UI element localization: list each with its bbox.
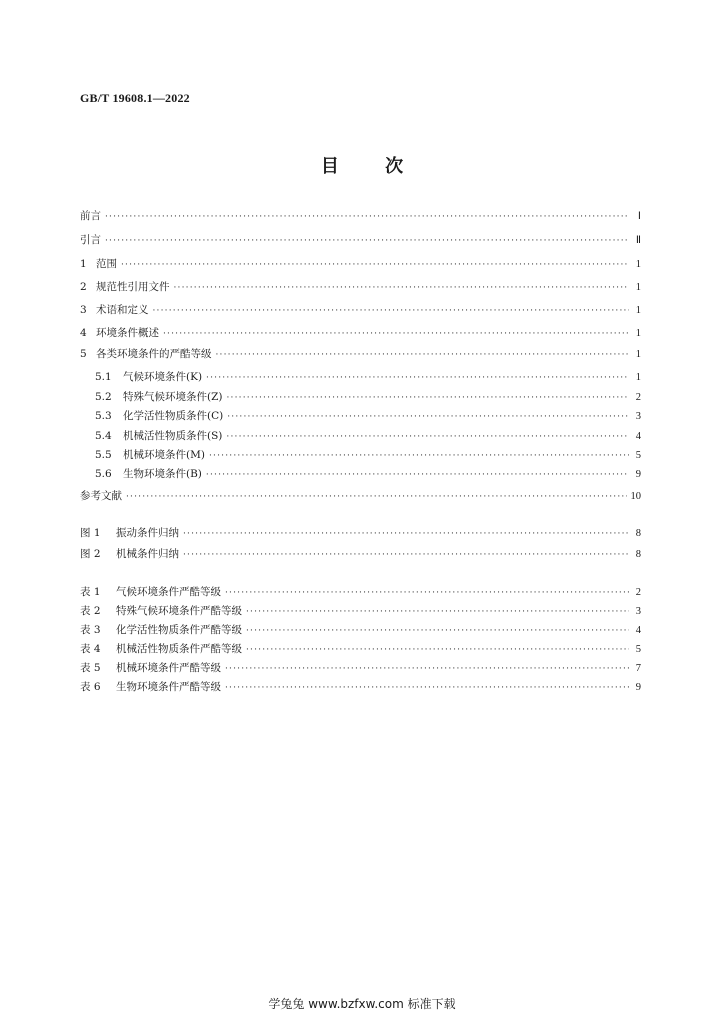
toc-entry-label: 前言 xyxy=(80,210,101,222)
toc-entry[interactable] xyxy=(80,208,641,226)
toc-table-entry[interactable] xyxy=(80,641,641,659)
toc-leader-dots xyxy=(105,236,629,246)
toc-leader-dots xyxy=(225,683,629,693)
toc-entry-number: 图 2 xyxy=(80,548,101,560)
toc-entry-page: 3 xyxy=(635,411,641,422)
toc-subentry[interactable] xyxy=(95,389,641,407)
toc-table-entry[interactable] xyxy=(80,584,641,602)
toc-table-entry[interactable] xyxy=(80,603,641,621)
toc-entry-page: Ⅱ xyxy=(635,235,641,246)
toc-entry-page: 4 xyxy=(635,431,641,442)
toc-entry-label: 机械活性物质条件严酷等级 xyxy=(116,643,242,655)
toc-entry[interactable] xyxy=(80,232,641,250)
page-title: 目 次 xyxy=(320,156,424,177)
toc-entry-number: 表 3 xyxy=(80,624,101,636)
toc-entry-page: 4 xyxy=(635,625,641,636)
toc-entry-number: 3 xyxy=(80,304,87,316)
page-header-std-code: GB/T 19608.1—2022 xyxy=(80,91,190,105)
toc-entry[interactable] xyxy=(80,346,641,364)
toc-entry-label: 特殊气候环境条件(Z) xyxy=(123,391,223,403)
toc-subentry[interactable] xyxy=(95,447,641,465)
toc-entry-number: 表 1 xyxy=(80,586,101,598)
toc-entry-label: 机械活性物质条件(S) xyxy=(123,430,223,442)
toc-entry-number: 表 2 xyxy=(80,605,101,617)
toc-entry-page: 1 xyxy=(635,305,641,316)
toc-leader-dots xyxy=(126,492,627,502)
toc-entry-label: 范围 xyxy=(96,258,117,270)
toc-subentry[interactable] xyxy=(95,466,641,484)
toc-entry-number: 5.1 xyxy=(95,371,112,383)
toc-leader-dots xyxy=(206,373,629,383)
toc-entry-label: 化学活性物质条件(C) xyxy=(123,410,224,422)
toc-entry-page: 8 xyxy=(635,528,641,539)
toc-subentry[interactable] xyxy=(95,408,641,426)
toc-leader-dots xyxy=(121,260,629,270)
toc-entry-label: 引言 xyxy=(80,234,101,246)
toc-entry-page: 1 xyxy=(635,328,641,339)
toc-entry-page: 8 xyxy=(635,549,641,560)
toc-entry-label: 气候环境条件严酷等级 xyxy=(116,586,221,598)
toc-leader-dots xyxy=(163,329,629,339)
toc-entry-number: 2 xyxy=(80,281,87,293)
toc-leader-dots xyxy=(206,470,629,480)
toc-leader-dots xyxy=(209,451,629,461)
toc-table-entry[interactable] xyxy=(80,622,641,640)
toc-entry-number: 1 xyxy=(80,258,87,270)
toc-subentry[interactable] xyxy=(95,428,641,446)
toc-entry-label: 生物环境条件严酷等级 xyxy=(116,681,221,693)
toc-entry[interactable] xyxy=(80,488,641,506)
toc-leader-dots xyxy=(225,588,629,598)
toc-entry-page: 9 xyxy=(635,469,641,480)
toc-entry-label: 气候环境条件(K) xyxy=(123,371,203,383)
toc-entry-number: 表 4 xyxy=(80,643,101,655)
toc-entry-number: 表 6 xyxy=(80,681,101,693)
toc-entry-label: 环境条件概述 xyxy=(96,327,159,339)
toc-table-entry[interactable] xyxy=(80,679,641,697)
toc-entry-label: 规范性引用文件 xyxy=(96,281,170,293)
toc-entry[interactable] xyxy=(80,279,641,297)
toc-figure-entry[interactable] xyxy=(80,525,641,543)
toc-entry-label: 机械环境条件(M) xyxy=(123,449,205,461)
toc-entry-page: 2 xyxy=(635,392,641,403)
toc-entry-number: 5 xyxy=(80,348,87,360)
toc-table-entry[interactable] xyxy=(80,660,641,678)
toc-entry-number: 5.6 xyxy=(95,468,112,480)
toc-leader-dots xyxy=(246,645,629,655)
toc-leader-dots xyxy=(246,626,629,636)
toc-entry[interactable] xyxy=(80,256,641,274)
toc-entry-number: 表 5 xyxy=(80,662,101,674)
toc-entry-page: 2 xyxy=(635,587,641,598)
toc-entry-label: 术语和定义 xyxy=(96,304,149,316)
toc-entry-page: 10 xyxy=(630,491,641,502)
toc-entry-page: 5 xyxy=(635,450,641,461)
toc-entry-label: 特殊气候环境条件严酷等级 xyxy=(116,605,242,617)
toc-leader-dots xyxy=(226,432,629,442)
toc-leader-dots xyxy=(246,607,629,617)
toc-figure-entry[interactable] xyxy=(80,546,641,564)
toc-entry-page: 1 xyxy=(635,259,641,270)
toc-entry-label: 各类环境条件的严酷等级 xyxy=(96,348,212,360)
toc-entry-number: 5.3 xyxy=(95,410,112,422)
toc-entry-page: Ⅰ xyxy=(637,211,641,222)
toc-entry-page: 9 xyxy=(635,682,641,693)
toc-entry-number: 图 1 xyxy=(80,527,101,539)
toc-leader-dots xyxy=(183,529,629,539)
toc-entry-label: 生物环境条件(B) xyxy=(123,468,202,480)
toc-leader-dots xyxy=(174,283,630,293)
toc-entry-number: 4 xyxy=(80,327,87,339)
toc-entry-page: 3 xyxy=(635,606,641,617)
toc-entry-page: 7 xyxy=(635,663,641,674)
toc-leader-dots xyxy=(183,550,629,560)
toc-leader-dots xyxy=(105,212,629,222)
toc-leader-dots xyxy=(225,664,629,674)
toc-entry-number: 5.4 xyxy=(95,430,112,442)
toc-entry-page: 1 xyxy=(635,372,641,383)
toc-entry-label: 机械环境条件严酷等级 xyxy=(116,662,221,674)
toc-entry-label: 参考文献 xyxy=(80,490,122,502)
toc-leader-dots xyxy=(216,350,630,360)
page-footer: 学兔兔 www.bzfxw.com 标准下载 xyxy=(268,997,456,1011)
toc-entry[interactable] xyxy=(80,302,641,320)
toc-entry[interactable] xyxy=(80,325,641,343)
toc-leader-dots xyxy=(227,412,629,422)
toc-entry-label: 机械条件归纳 xyxy=(116,548,179,560)
toc-leader-dots xyxy=(153,306,630,316)
toc-entry-page: 1 xyxy=(635,349,641,360)
toc-entry-page: 5 xyxy=(635,644,641,655)
toc-leader-dots xyxy=(227,393,630,403)
toc-entry-label: 振动条件归纳 xyxy=(116,527,179,539)
toc-subentry[interactable] xyxy=(95,369,641,387)
toc-entry-label: 化学活性物质条件严酷等级 xyxy=(116,624,242,636)
toc-entry-number: 5.2 xyxy=(95,391,112,403)
toc-entry-page: 1 xyxy=(635,282,641,293)
toc-entry-number: 5.5 xyxy=(95,449,112,461)
